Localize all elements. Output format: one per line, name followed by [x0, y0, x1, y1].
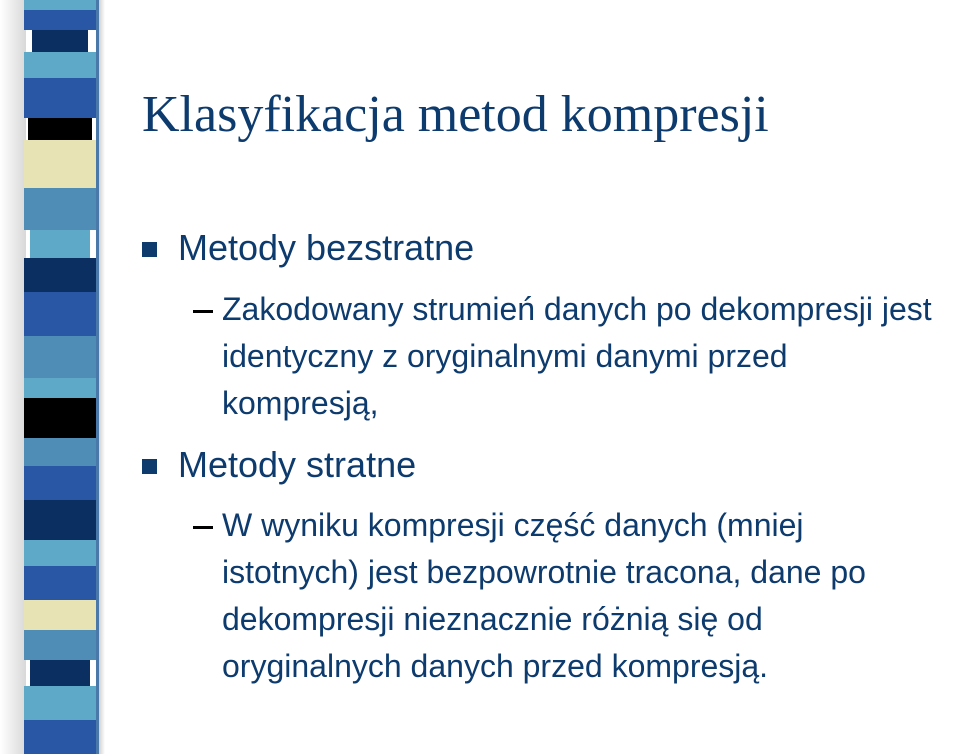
stripe-band: [24, 258, 96, 292]
stripe-band: [30, 660, 90, 686]
square-bullet-icon: [142, 459, 157, 474]
stripe-band: [30, 230, 90, 258]
stripe-band: [24, 378, 96, 398]
stripe-band: [24, 600, 96, 630]
stripe-band: [24, 188, 96, 230]
stripe-band: [24, 336, 96, 378]
dash-bullet-icon: [193, 526, 213, 529]
stripe-band: [24, 0, 96, 10]
stripe-band: [24, 566, 96, 600]
stripe-band: [24, 292, 96, 336]
stripe-band: [24, 500, 96, 540]
decorative-stripe: [24, 0, 96, 754]
sub-item-text: W wyniku kompresji część danych (mniej istotnych) jest bezpowrotnie tracona, dane po dekompresji nieznacznie różnią się od oryginalnych danych przed kompresją.: [222, 507, 866, 684]
stripe-band: [32, 30, 88, 52]
square-bullet-icon: [142, 242, 157, 257]
slide-title: Klasyfikacja metod kompresji: [142, 86, 769, 143]
stripe-band: [24, 78, 96, 118]
stripe-band: [24, 630, 96, 660]
stripe-band: [24, 466, 96, 500]
dash-bullet-icon: [193, 310, 213, 313]
stripe-band: [24, 10, 96, 30]
bullet-label: Metody stratne: [178, 444, 417, 485]
stripe-band: [24, 140, 96, 188]
stripe-edge-shadow: [99, 0, 105, 754]
stripe-band: [24, 686, 96, 720]
stripe-band: [24, 540, 96, 566]
stripe-band: [28, 118, 92, 140]
stripe-band: [24, 52, 96, 78]
stripe-band: [24, 720, 96, 754]
bullet-label: Metody bezstratne: [178, 227, 475, 268]
stripe-band: [24, 398, 96, 438]
sub-item-text: Zakodowany strumień danych po dekompresji jest identyczny z oryginalnymi danymi przed kompresją,: [222, 291, 932, 421]
stripe-band: [24, 438, 96, 466]
stripe-shadow: [0, 0, 26, 754]
